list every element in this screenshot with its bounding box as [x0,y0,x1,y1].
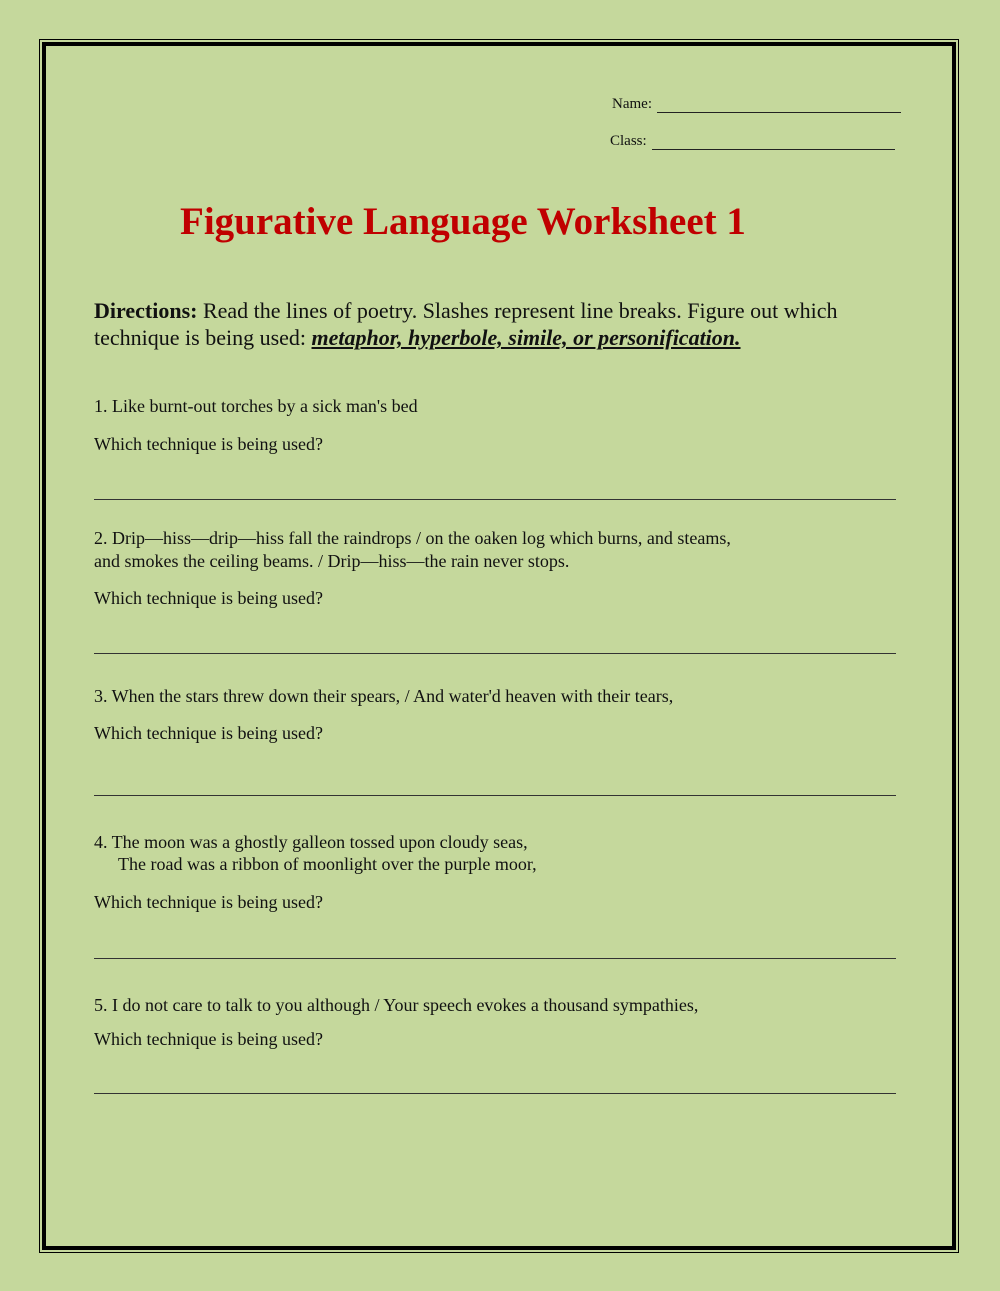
question-4-prompt: Which technique is being used? [94,892,323,912]
directions-techniques: metaphor, hyperbole, simile, or personification. [311,325,741,350]
name-field [612,96,901,113]
question-3-text: 3. When the stars threw down their spears, / And water'd heaven with their tears, [94,686,674,706]
question-1-text: 1. Like burnt-out torches by a sick man's bed [94,396,418,416]
question-3-answer-line[interactable] [94,795,896,796]
question-5-prompt: Which technique is being used? [94,1029,323,1049]
name-label: Name: [612,96,652,112]
directions [94,297,914,351]
question-2-answer-line[interactable] [94,653,896,654]
question-2-prompt: Which technique is being used? [94,588,323,608]
question-4-answer-line[interactable] [94,958,896,959]
name-input-line[interactable] [657,98,901,113]
question-5-answer-line[interactable] [94,1093,896,1094]
directions-text-line1: Read the lines of poetry. Slashes represent line breaks. Figure out which [197,298,838,323]
class-input-line[interactable] [652,135,895,150]
worksheet-title: Figurative Language Worksheet 1 [180,200,746,243]
directions-text-line2: technique is being used: [94,325,312,350]
question-1-answer-line[interactable] [94,499,896,500]
question-5-text: 5. I do not care to talk to you although / Your speech evokes a thousand sympathies, [94,995,699,1015]
question-3-prompt: Which technique is being used? [94,723,323,743]
question-2-text-line1: 2. Drip—hiss—drip—hiss fall the raindrops / on the oaken log which burns, and steams, [94,528,731,548]
question-1-prompt: Which technique is being used? [94,434,323,454]
class-field [610,133,895,150]
question-4-text-line2: The road was a ribbon of moonlight over the purple moor, [118,854,537,874]
question-4-text-line1: 4. The moon was a ghostly galleon tossed upon cloudy seas, [94,832,528,852]
question-2-text-line2: and smokes the ceiling beams. / Drip—hiss—the rain never stops. [94,551,570,571]
class-label: Class: [610,133,647,149]
directions-label: Directions: [94,298,198,323]
